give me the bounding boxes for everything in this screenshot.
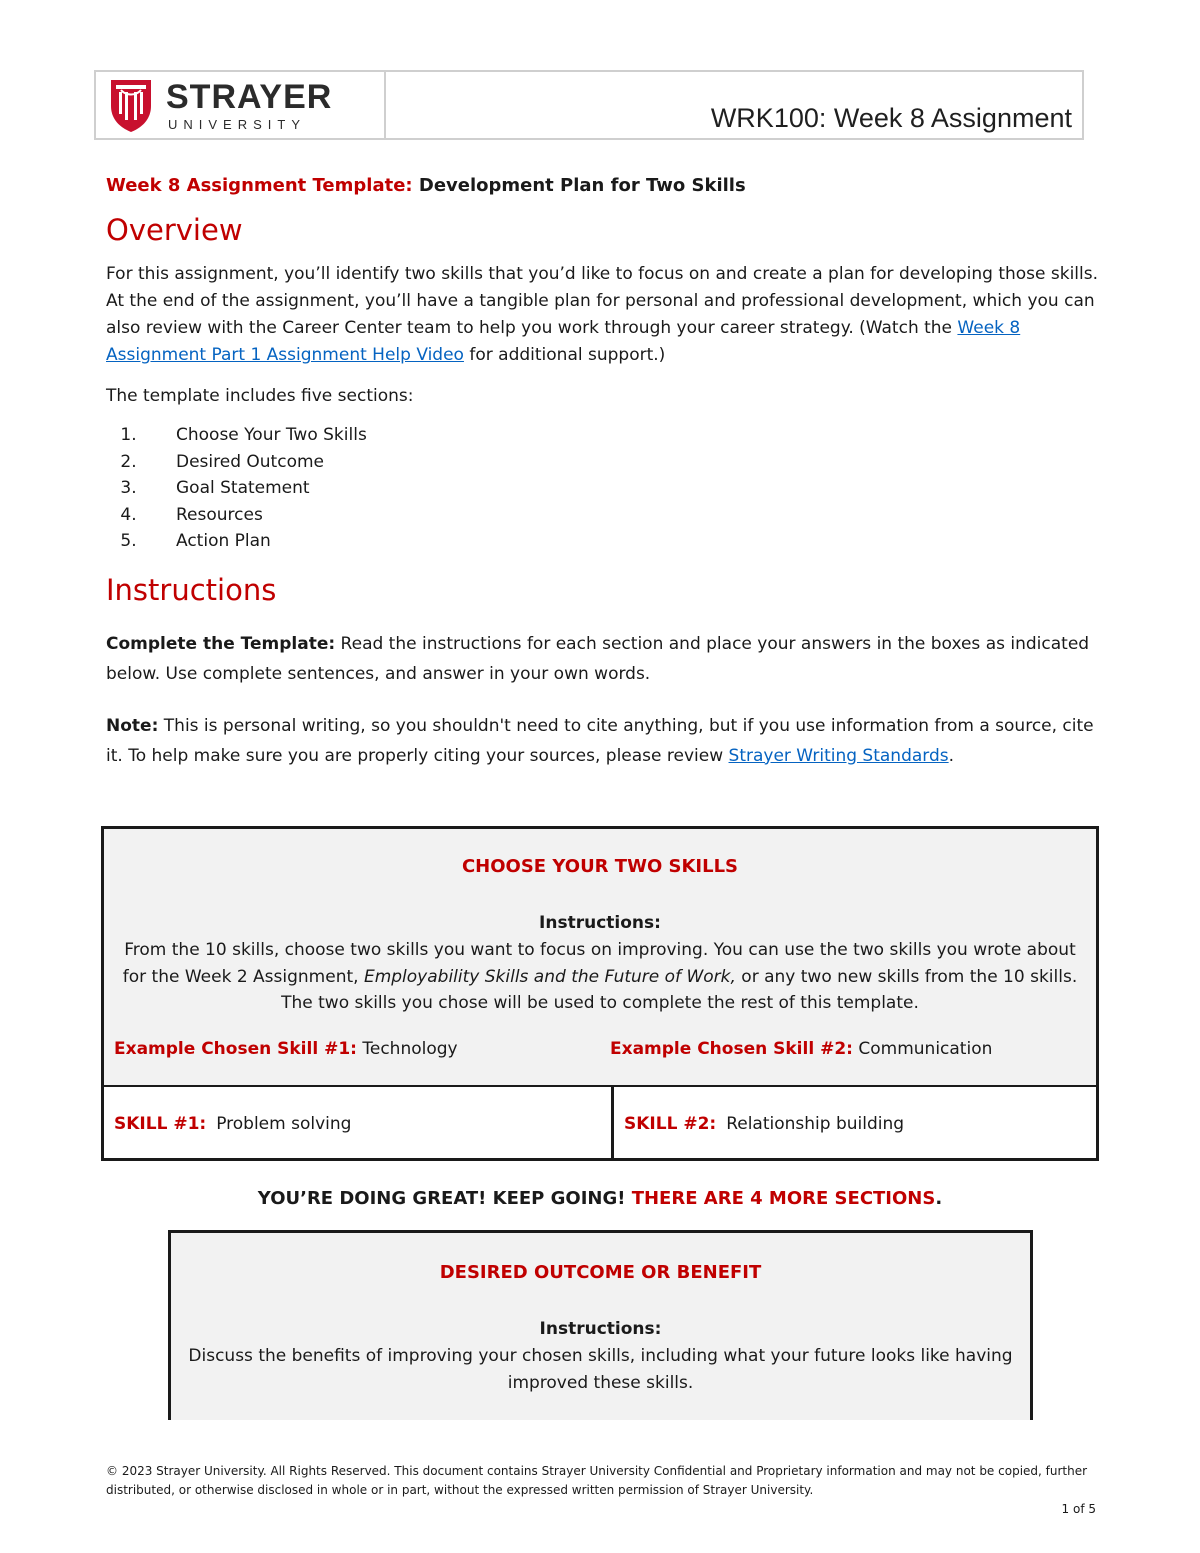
example-skill-1 (104, 1039, 600, 1059)
instr-text-part2: or any two new skills from the 10 skills. The two skills you chose will be used to complete the rest of this template. (281, 966, 1078, 1013)
instr-text-part1: From the 10 skills, choose two skills you want to focus on improving. You can use the two skills you wrote about for the Week 2 Assignment, (122, 940, 1076, 987)
skill-2-field[interactable] (614, 1087, 1096, 1161)
encourage-red-text: THERE ARE 4 MORE SECTIONS (631, 1188, 936, 1209)
instructions-label: Instructions: (539, 913, 661, 933)
list-item: 3. Goal Statement (142, 475, 1100, 502)
overview-heading: Overview (106, 213, 243, 247)
sections-list (106, 422, 1100, 555)
skill1-label: SKILL #1: (114, 1114, 207, 1134)
outcome-instructions-text: Discuss the benefits of improving your chosen skills, including what your future looks like having improved these skills. (188, 1346, 1013, 1393)
header-title: WRK100: Week 8 Assignment (710, 103, 1072, 133)
template-title-rest: Development Plan for Two Skills (412, 175, 746, 196)
example2-value: Communication (852, 1038, 993, 1059)
choose-skills-heading: CHOOSE YOUR TWO SKILLS (461, 856, 739, 877)
template-title-prefix: Week 8 Assignment Template: (106, 175, 413, 196)
template-title (106, 172, 1100, 199)
complete-label: Complete the Template: (106, 633, 336, 654)
complete-text: Read the instructions for each section and place your answers in the boxes as indicated below. Use complete sentences, and answer in your own words. (106, 633, 1090, 684)
help-video-link[interactable]: Week 8 Assignment Part 1 Assignment Help Video (106, 318, 1021, 365)
main-content (106, 172, 1100, 771)
choose-skills-box (101, 826, 1099, 1161)
example1-value: Technology (356, 1038, 458, 1059)
logo-wordmark: STRAYER (166, 77, 333, 116)
example1-label: Example Chosen Skill #1: (114, 1038, 357, 1059)
example-skill-2 (600, 1039, 1096, 1059)
complete-template-paragraph (106, 629, 1100, 689)
encourage-text: YOU’RE DOING GREAT! KEEP GOING! (257, 1188, 632, 1209)
desired-outcome-box (168, 1230, 1033, 1420)
instructions-label: Instructions: (539, 1319, 662, 1339)
encouragement-banner (0, 1188, 1200, 1209)
skill1-value: Problem solving (216, 1114, 352, 1134)
instructions-heading: Instructions (106, 572, 277, 607)
note-paragraph (106, 711, 1100, 771)
logo-subtitle: UNIVERSITY (168, 116, 307, 132)
skill2-label: SKILL #2: (624, 1114, 717, 1134)
list-item: 1. Choose Your Two Skills (142, 422, 1100, 449)
overview-text: For this assignment, you’ll identify two skills that you’d like to focus on and create a plan for developing those skills. At the end of the assignment, you’ll have a tangible plan for personal and professional development, which you can also review with the Career Center team to help you work through your career strategy. (Watch the (106, 264, 1099, 338)
desired-outcome-heading: DESIRED OUTCOME OR BENEFIT (439, 1262, 762, 1283)
encourage-end: . (935, 1188, 943, 1209)
example2-label: Example Chosen Skill #2: (610, 1038, 853, 1059)
list-item: 2. Desired Outcome (142, 449, 1100, 476)
list-item: 4. Resources (142, 502, 1100, 529)
list-item: 5. Action Plan (142, 528, 1100, 555)
page-header (94, 70, 1084, 140)
note-end: . (948, 745, 955, 766)
skill-1-field[interactable] (104, 1087, 614, 1161)
instr-text-italic: Employability Skills and the Future of Work, (363, 966, 736, 987)
overview-paragraph (106, 261, 1100, 369)
note-label: Note: (106, 715, 159, 736)
note-text: This is personal writing, so you shouldn't need to cite anything, but if you use information from a source, cite it. To help make sure you are properly citing your sources, please review (106, 715, 1094, 766)
shield-logo-icon (108, 76, 154, 134)
copyright-footer: © 2023 Strayer University. All Rights Reserved. This document contains Strayer University Confidential and Proprietary information and may not be copied, further distributed, or otherwise disclosed in whole or in part, without the expressed written permission of Strayer University. (106, 1464, 1088, 1497)
choose-instructions-text (110, 937, 1090, 1017)
page-number: 1 of 5 (1061, 1502, 1096, 1516)
skill2-value: Relationship building (726, 1114, 905, 1134)
writing-standards-link[interactable]: Strayer Writing Standards (728, 745, 949, 766)
overview-text-end: for additional support.) (463, 345, 666, 365)
list-intro: The template includes five sections: (106, 386, 414, 406)
logo (96, 72, 386, 138)
